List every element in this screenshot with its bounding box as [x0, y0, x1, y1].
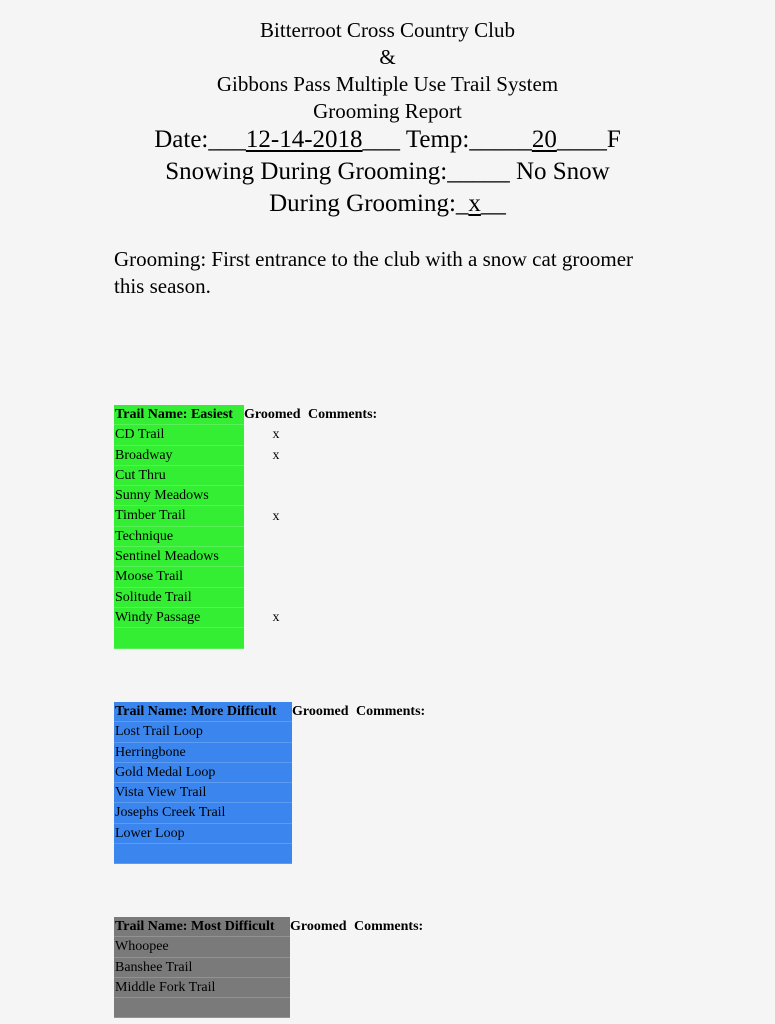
date-blank-pre: ___ [208, 126, 246, 153]
table-row [114, 978, 423, 998]
table-row [114, 844, 425, 864]
groomed-cell: x [272, 610, 280, 626]
date-blank-post: ___ [362, 126, 401, 153]
table-row [114, 547, 377, 567]
table-row [114, 628, 377, 648]
trail-name-cell: Broadway [114, 446, 244, 466]
header-trail-name: Trail Name: More Difficult [114, 702, 292, 722]
during-grooming-line [0, 191, 775, 216]
table-row [114, 446, 377, 466]
during-value: x [468, 190, 481, 217]
table-header [114, 702, 425, 722]
trail-name-cell: Whoopee [114, 937, 290, 957]
table-row [114, 486, 377, 506]
table-row [114, 722, 425, 742]
date-value: 12-14-2018 [245, 126, 363, 153]
trail-name-cell: Moose Trail [114, 567, 244, 587]
table-row [114, 763, 425, 783]
header-groomed: Groomed [290, 919, 347, 935]
trail-name-cell [114, 844, 292, 864]
table-row [114, 527, 377, 547]
report-title: Grooming Report [313, 99, 462, 123]
easiest-table [114, 405, 377, 649]
header-comments: Comments: [354, 919, 424, 935]
header-comments: Comments: [356, 704, 426, 720]
table-row [114, 803, 425, 823]
header-trail-name: Trail Name: Easiest [114, 405, 244, 425]
temp-label: Temp: [400, 126, 470, 153]
during-blank-post: __ [480, 190, 506, 217]
table-row [114, 588, 377, 608]
table-row [114, 743, 425, 763]
trail-name-cell: Banshee Trail [114, 958, 290, 978]
table-body [114, 937, 423, 1018]
trail-name-cell: Technique [114, 527, 244, 547]
trail-name-cell: Cut Thru [114, 466, 244, 486]
during-label: During Grooming: [269, 190, 456, 217]
table-row [114, 506, 377, 526]
header-groomed: Groomed [244, 407, 301, 423]
more-difficult-table [114, 702, 425, 864]
header-trail-name: Trail Name: Most Difficult [114, 917, 290, 937]
grooming-note: Grooming: First entrance to the club with a snow cat groomer this season. [114, 247, 634, 298]
table-row [114, 567, 377, 587]
header-comments: Comments: [308, 407, 378, 423]
trail-name-cell: Lost Trail Loop [114, 722, 292, 742]
table-header [114, 405, 377, 425]
date-temp-line [0, 127, 775, 152]
trail-name-cell: Sentinel Meadows [114, 547, 244, 567]
table-body [114, 425, 377, 648]
header-groomed: Groomed [292, 704, 349, 720]
table-row [114, 998, 423, 1018]
trail-name-cell: Middle Fork Trail [114, 978, 290, 998]
snowing-line: Snowing During Grooming:_____ No Snow [165, 158, 610, 185]
table-row [114, 824, 425, 844]
groomed-cell: x [272, 447, 280, 463]
trail-name-cell: Herringbone [114, 743, 292, 763]
trail-name-cell: Sunny Meadows [114, 486, 244, 506]
table-row [114, 425, 377, 445]
groomed-cell: x [272, 508, 280, 524]
table-header [114, 917, 423, 937]
table-row [114, 466, 377, 486]
trail-name-cell: Windy Passage [114, 608, 244, 628]
table-row [114, 958, 423, 978]
trail-name-cell [114, 998, 290, 1018]
trail-name-cell: Timber Trail [114, 506, 244, 526]
date-label: Date: [154, 126, 209, 153]
trail-name-cell: Vista View Trail [114, 783, 292, 803]
during-blank-pre: _ [455, 190, 469, 217]
trail-name-cell: CD Trail [114, 425, 244, 445]
table-row [114, 783, 425, 803]
ampersand: & [379, 45, 396, 69]
most-difficult-table [114, 917, 423, 1018]
trail-name-cell [114, 628, 244, 648]
table-row [114, 937, 423, 957]
trail-name-cell: Lower Loop [114, 824, 292, 844]
trail-name-cell: Solitude Trail [114, 588, 244, 608]
trail-system-name: Gibbons Pass Multiple Use Trail System [216, 72, 559, 96]
temp-blank-post: ____F [556, 126, 621, 153]
temp-blank-pre: _____ [469, 126, 532, 153]
club-name: Bitterroot Cross Country Club [260, 18, 515, 42]
trail-name-cell: Josephs Creek Trail [114, 803, 292, 823]
temp-value: 20 [531, 126, 557, 153]
table-body [114, 722, 425, 864]
table-row [114, 608, 377, 628]
trail-name-cell: Gold Medal Loop [114, 763, 292, 783]
groomed-cell: x [272, 427, 280, 443]
